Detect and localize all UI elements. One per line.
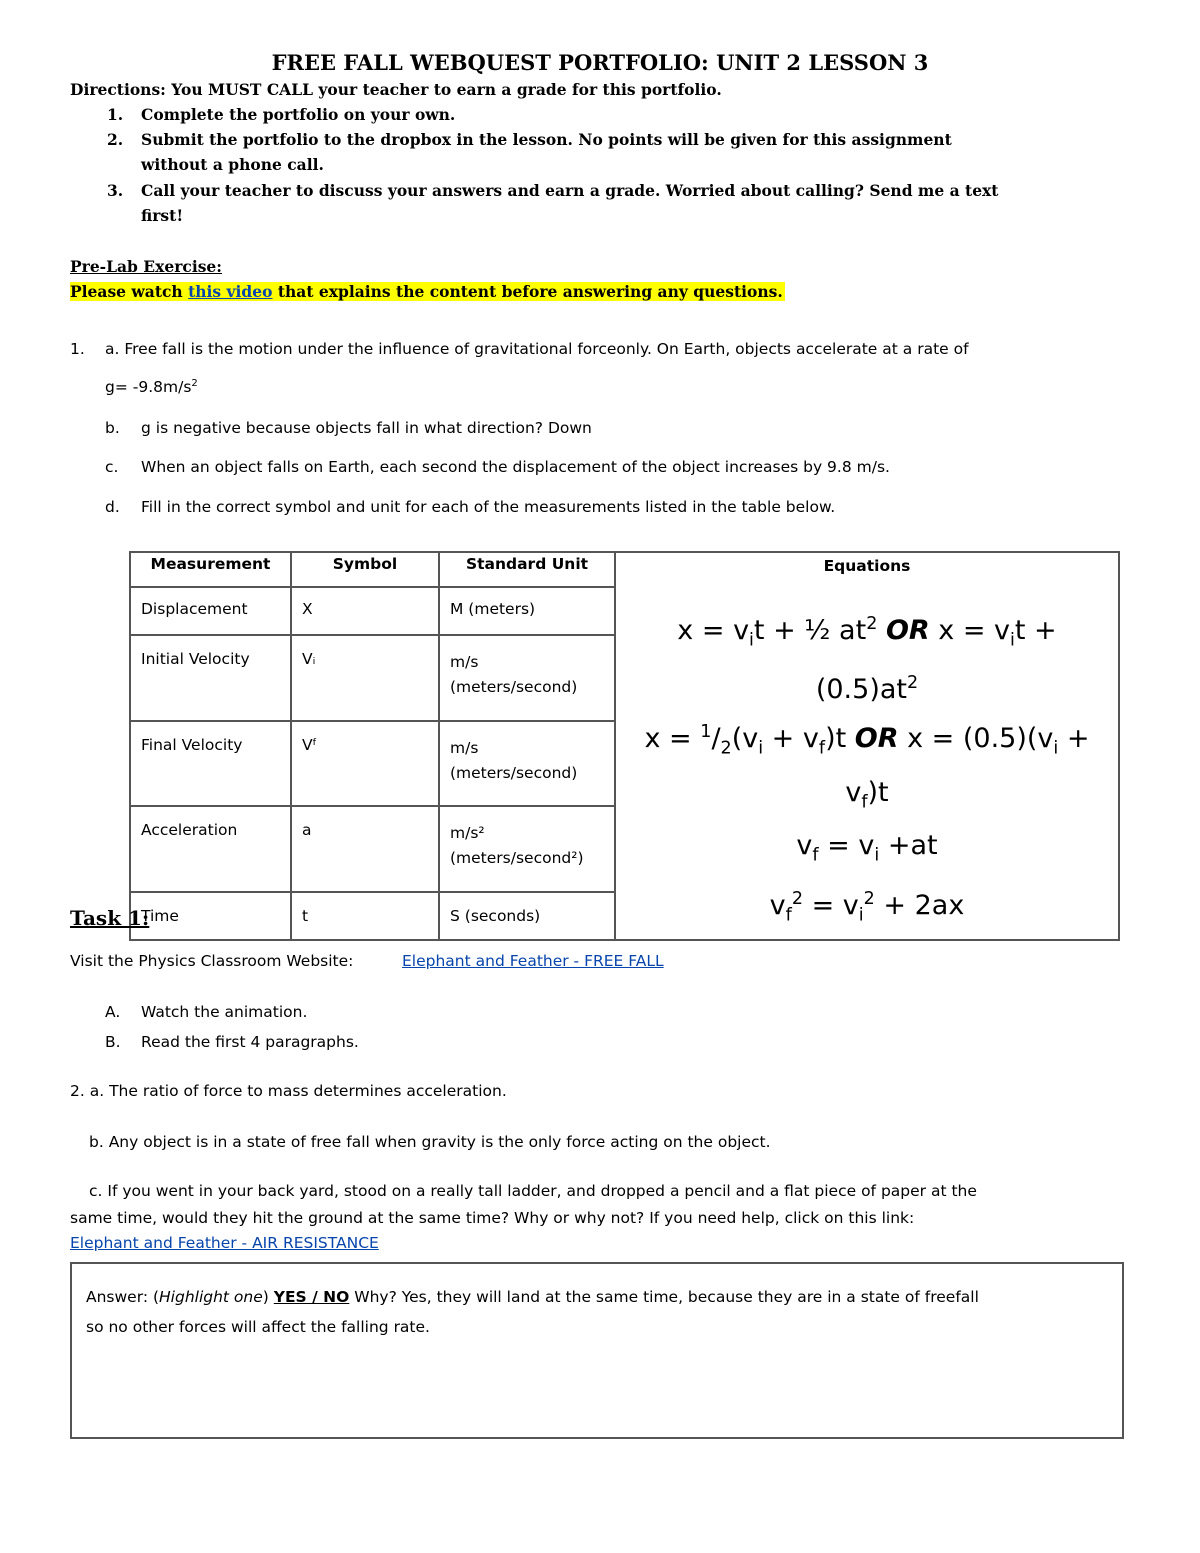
- q1-gravity-value: g= -9.8m/s: [105, 378, 192, 397]
- step-2-text: Submit the portfolio to the dropbox in the lesson. No points will be given for this assignment: [141, 130, 952, 149]
- directions: [70, 80, 722, 99]
- step-1-number: 1.: [107, 105, 124, 124]
- answer-highlight-hint: Highlight one: [159, 1288, 263, 1306]
- step-3-number: 3.: [107, 181, 124, 200]
- answer-box[interactable]: [70, 1262, 1124, 1439]
- cell-symbol: a: [291, 806, 439, 892]
- task1-item-b-text: Read the first 4 paragraphs.: [141, 1033, 359, 1051]
- q1-a-value: [105, 378, 198, 396]
- cell-unit: [439, 806, 615, 892]
- cell-measurement: Acceleration: [130, 806, 291, 892]
- answer-label: Answer: (: [86, 1288, 160, 1306]
- prelab-heading: Pre-Lab Exercise:: [70, 257, 223, 276]
- cell-measurement: Final Velocity: [130, 721, 291, 807]
- directions-must-call: MUST CALL: [208, 80, 313, 99]
- q2-a-text: 2. a. The ratio of force to mass determines acceleration.: [70, 1082, 507, 1100]
- cell-unit: M (meters): [439, 587, 615, 635]
- step-3-text: Call your teacher to discuss your answers and earn a grade. Worried about calling? Send me a text: [141, 181, 999, 200]
- equation-3: $v_f = v_i +at$: [796, 830, 938, 866]
- cell-measurement: Time: [130, 892, 291, 940]
- task1-heading: Task 1:: [70, 906, 150, 930]
- cell-symbol: Vᶠ: [291, 721, 439, 807]
- cell-measurement: Displacement: [130, 587, 291, 635]
- unit-long: (meters/second): [450, 763, 578, 782]
- q1-number: 1.: [70, 340, 85, 358]
- header-equations: Equations: [823, 557, 911, 575]
- q1-c-label: c.: [105, 458, 119, 476]
- eq1-or: OR: [885, 615, 930, 646]
- directions-rest: your teacher to earn a grade for this portfolio.: [313, 80, 722, 99]
- unit-short: m/s²: [450, 824, 485, 843]
- q1-d-label: d.: [105, 498, 120, 516]
- q1-b-label: b.: [105, 419, 120, 437]
- prelab-watch-post: that explains the content before answering any questions.: [272, 282, 783, 301]
- step-2-text-cont: without a phone call.: [141, 155, 324, 174]
- cell-symbol: t: [291, 892, 439, 940]
- q1-b-text: g is negative because objects fall in what direction? Down: [141, 419, 592, 437]
- prelab-watch-pre: Please watch: [70, 282, 189, 301]
- unit-long: (meters/second²): [450, 849, 584, 868]
- q1-d-text: Fill in the correct symbol and unit for each of the measurements listed in the table below.: [141, 498, 836, 516]
- prelab-instruction: [70, 282, 785, 301]
- q2-c-text-2: same time, would they hit the ground at the same time? Why or why not? If you need help, click on this link:: [70, 1209, 915, 1227]
- equation-4: $v_f^2 = v_i^2 + 2ax$: [769, 888, 965, 925]
- cell-unit: [439, 721, 615, 807]
- cell-measurement: Initial Velocity: [130, 635, 291, 721]
- free-fall-link[interactable]: Elephant and Feather - FREE FALL: [402, 952, 664, 970]
- q2-c-text-1: c. If you went in your back yard, stood on a really tall ladder, and dropped a pencil and a flat piece of paper at the: [89, 1182, 977, 1200]
- this-video-link[interactable]: this video: [188, 282, 273, 301]
- unit-long: (meters/second): [450, 678, 578, 697]
- header-standard-unit: Standard Unit: [439, 552, 615, 587]
- yes-no-choice[interactable]: YES / NO: [273, 1288, 350, 1306]
- air-resistance-link[interactable]: Elephant and Feather - AIR RESISTANCE: [70, 1234, 379, 1252]
- step-1-text: Complete the portfolio on your own.: [141, 105, 456, 124]
- equation-1: $x = v_it$ + ½ $at^2$ OR $x = v_it + (0.5)at^2$: [677, 614, 1057, 706]
- measurement-table: [129, 551, 1120, 941]
- header-measurement: Measurement: [130, 552, 291, 587]
- step-2-number: 2.: [107, 130, 124, 149]
- cell-symbol: Vᵢ: [291, 635, 439, 721]
- q2-b-text: b. Any object is in a state of free fall when gravity is the only force acting on the object.: [89, 1133, 771, 1151]
- task1-item-a-label: A.: [105, 1003, 121, 1021]
- answer-why-text: Why? Yes, they will land at the same time, because they are in a state of freefall: [349, 1288, 979, 1306]
- cell-unit: S (seconds): [439, 892, 615, 940]
- task1-item-a-text: Watch the animation.: [141, 1003, 308, 1021]
- eq2-or: OR: [854, 723, 899, 755]
- task1-visit-text: Visit the Physics Classroom Website:: [70, 952, 354, 970]
- directions-label: Directions: You: [70, 80, 209, 99]
- unit-short: m/s: [450, 738, 479, 757]
- answer-close-paren: ): [262, 1288, 274, 1306]
- q1-a-text: a. Free fall is the motion under the influence of gravitational forceonly. On Earth, objects accelerate at a rate of: [105, 340, 969, 358]
- q1-gravity-exponent: 2: [191, 378, 198, 389]
- header-symbol: Symbol: [291, 552, 439, 587]
- step-3-text-cont: first!: [141, 206, 184, 225]
- unit-short: m/s: [450, 653, 479, 672]
- task1-item-b-label: B.: [105, 1033, 121, 1051]
- q1-c-text: When an object falls on Earth, each second the displacement of the object increases by 9.8 m/s.: [141, 458, 890, 476]
- cell-unit: [439, 635, 615, 721]
- answer-line-1: [86, 1282, 1108, 1312]
- equations-cell: [615, 552, 1119, 940]
- cell-symbol: X: [291, 587, 439, 635]
- page-title: FREE FALL WEBQUEST PORTFOLIO: UNIT 2 LESSON 3: [271, 50, 929, 75]
- equation-2: $x = ^1/_2(v_i + v_f)t$ OR $x = (0.5)(v_i + v_f)t$: [644, 722, 1090, 813]
- answer-line-2: so no other forces will affect the falling rate.: [86, 1318, 430, 1336]
